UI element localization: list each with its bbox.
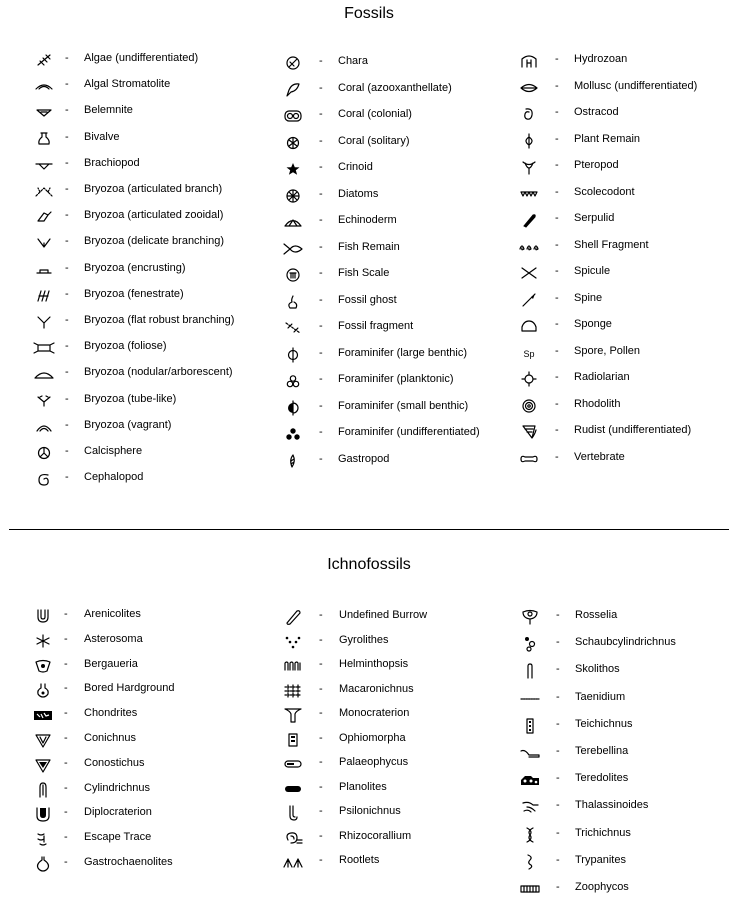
legend-label: Coral (azooxanthellate) xyxy=(338,81,452,94)
legend-label: Ostracod xyxy=(574,106,619,118)
legend-label: Rudist (undifferentiated) xyxy=(574,424,692,436)
separator-dash: - xyxy=(64,831,68,844)
cylindrichnus-icon xyxy=(31,780,55,800)
legend-label: Crinoid xyxy=(338,161,373,173)
foraminifer-small-benthic-icon xyxy=(281,398,305,418)
separator-dash: - xyxy=(65,340,69,353)
scolecodont-icon xyxy=(517,184,541,204)
separator-dash: - xyxy=(65,261,69,274)
legend-label: Spore, Pollen xyxy=(574,344,641,357)
separator-dash: - xyxy=(319,55,323,67)
separator-dash: - xyxy=(65,392,69,405)
separator-dash: - xyxy=(319,187,323,200)
trypanites-icon xyxy=(518,852,542,872)
gastrochaenolites-icon xyxy=(31,854,55,874)
separator-dash: - xyxy=(65,445,69,457)
ostracod-icon xyxy=(517,104,541,124)
legend-label: Gastropod xyxy=(338,452,390,465)
separator-dash: - xyxy=(64,856,68,868)
legend-label: Undefined Burrow xyxy=(339,609,428,621)
section-divider xyxy=(9,529,729,530)
separator-dash: - xyxy=(319,81,323,94)
legend-label: Rootlets xyxy=(339,854,380,866)
legend-label: Foraminifer (undifferentiated) xyxy=(338,426,480,438)
separator-dash: - xyxy=(319,854,323,866)
legend-label: Fish Scale xyxy=(338,267,390,279)
rhodolith-icon xyxy=(517,396,541,416)
shell-fragment-icon xyxy=(517,237,541,257)
legend-label: Vertebrate xyxy=(574,450,625,463)
separator-dash: - xyxy=(319,240,323,253)
separator-dash: - xyxy=(555,185,559,198)
separator-dash: - xyxy=(555,79,559,92)
legend-label: Sponge xyxy=(574,318,612,330)
diplocraterion-icon xyxy=(31,804,55,824)
separator-dash: - xyxy=(319,214,323,226)
coral-azooxanthellate-icon xyxy=(281,80,305,100)
legend-label: Scolecodont xyxy=(574,185,635,198)
rudist-icon xyxy=(517,422,541,442)
fossil-ghost-icon xyxy=(281,292,305,312)
conostichus-icon xyxy=(31,755,55,775)
legend-label: Fish Remain xyxy=(338,240,400,253)
separator-dash: - xyxy=(319,805,323,817)
legend-label: Bryozoa (flat robust branching) xyxy=(84,314,235,326)
separator-dash: - xyxy=(65,471,69,484)
hydrozoan-icon xyxy=(517,51,541,71)
legend-label: Bryozoa (encrusting) xyxy=(84,261,186,274)
separator-dash: - xyxy=(65,183,69,195)
separator-dash: - xyxy=(556,826,560,839)
separator-dash: - xyxy=(65,366,69,379)
pteropod-icon xyxy=(517,157,541,177)
separator-dash: - xyxy=(556,881,560,893)
serpulid-icon xyxy=(517,210,541,230)
separator-dash: - xyxy=(64,732,68,744)
psilonichnus-icon xyxy=(281,803,305,823)
separator-dash: - xyxy=(319,707,323,719)
legend-label: Plant Remain xyxy=(574,132,641,145)
legend-label: Teredolites xyxy=(575,772,629,785)
spine-icon xyxy=(517,290,541,310)
legend-label: Spicule xyxy=(574,265,611,277)
planolites-icon xyxy=(281,779,305,799)
separator-dash: - xyxy=(319,134,323,147)
separator-dash: - xyxy=(556,799,560,812)
echinoderm-icon xyxy=(281,212,305,232)
legend-label: Brachiopod xyxy=(84,156,140,169)
legend-label: Asterosoma xyxy=(84,632,143,645)
chondrites-icon xyxy=(31,705,55,725)
legend-label: Rosselia xyxy=(575,609,618,621)
legend-label: Fossil fragment xyxy=(338,320,414,332)
radiolarian-icon xyxy=(517,369,541,389)
bryozoa-fenestrate-icon xyxy=(32,286,56,306)
algal-stromatolite-icon xyxy=(32,76,56,96)
terebellina-icon xyxy=(518,743,542,763)
separator-dash: - xyxy=(555,397,559,410)
separator-dash: - xyxy=(319,320,323,332)
schaubcylindrichnus-icon xyxy=(518,634,542,654)
separator-dash: - xyxy=(64,682,68,695)
legend-label: Bored Hardground xyxy=(84,682,175,695)
separator-dash: - xyxy=(319,346,323,359)
legend-label: Pteropod xyxy=(574,159,619,171)
separator-dash: - xyxy=(556,772,560,785)
separator-dash: - xyxy=(555,53,559,65)
skolithos-icon xyxy=(518,661,542,681)
legend-label: Chara xyxy=(338,55,368,67)
separator-dash: - xyxy=(555,132,559,145)
separator-dash: - xyxy=(319,161,323,173)
legend-label: Planolites xyxy=(339,780,387,793)
bryozoa-nodular-icon xyxy=(32,364,56,384)
legend-label: Trypanites xyxy=(575,853,626,866)
legend-label: Hydrozoan xyxy=(574,53,628,65)
legend-label: Arenicolites xyxy=(84,608,141,620)
palaeophycus-icon xyxy=(281,754,305,774)
separator-dash: - xyxy=(319,731,323,744)
teredolites-icon xyxy=(518,770,542,790)
asterosoma-icon xyxy=(31,631,55,651)
separator-dash: - xyxy=(65,104,69,117)
cephalopod-icon xyxy=(32,469,56,489)
plant-remain-icon xyxy=(517,131,541,151)
separator-dash: - xyxy=(65,235,69,248)
belemnite-icon xyxy=(32,102,56,122)
legend-label: Palaeophycus xyxy=(339,756,409,768)
legend-label: Terebellina xyxy=(575,745,629,757)
arenicolites-icon xyxy=(31,606,55,626)
separator-dash: - xyxy=(319,293,323,306)
legend-label: Trichichnus xyxy=(575,826,631,839)
calcisphere-icon xyxy=(32,443,56,463)
legend-label: Chondrites xyxy=(84,707,138,720)
separator-dash: - xyxy=(319,267,323,279)
separator-dash: - xyxy=(555,291,559,304)
separator-dash: - xyxy=(65,418,69,431)
separator-dash: - xyxy=(555,159,559,171)
legend-label: Bryozoa (articulated branch) xyxy=(84,183,223,195)
legend-label: Taenidium xyxy=(575,690,626,703)
legend-label: Rhizocorallium xyxy=(339,829,412,842)
bryozoa-foliose-icon xyxy=(32,338,56,358)
legend-label: Coral (colonial) xyxy=(338,108,412,120)
monocraterion-icon xyxy=(281,705,305,725)
legend-label: Calcisphere xyxy=(84,445,143,457)
legend-label: Bryozoa (tube-like) xyxy=(84,392,177,405)
conichnus-icon xyxy=(31,730,55,750)
legend-label: Cylindrichnus xyxy=(84,781,151,794)
separator-dash: - xyxy=(64,632,68,645)
separator-dash: - xyxy=(319,373,323,385)
fish-scale-icon xyxy=(281,265,305,285)
legend-label: Teichichnus xyxy=(575,717,633,730)
separator-dash: - xyxy=(64,657,68,670)
bryozoa-articulated-branch-icon xyxy=(32,181,56,201)
legend-label: Bryozoa (foliose) xyxy=(84,340,167,353)
undefined-burrow-icon xyxy=(281,607,305,627)
separator-dash: - xyxy=(319,633,323,646)
ophiomorpha-icon xyxy=(281,730,305,750)
rootlets-icon xyxy=(281,852,305,872)
legend-label: Bryozoa (articulated zooidal) xyxy=(84,209,224,222)
separator-dash: - xyxy=(555,212,559,224)
separator-dash: - xyxy=(319,658,323,670)
chara-icon xyxy=(281,53,305,73)
bryozoa-tube-like-icon xyxy=(32,391,56,411)
legend-label: Belemnite xyxy=(84,104,133,117)
bored-hardground-icon xyxy=(31,680,55,700)
legend-label: Escape Trace xyxy=(84,831,152,844)
legend-label: Bryozoa (vagrant) xyxy=(84,418,172,431)
bergaueria-icon xyxy=(31,656,55,676)
separator-dash: - xyxy=(65,130,69,143)
legend-label: Zoophycos xyxy=(575,881,629,893)
spore-pollen-icon xyxy=(517,343,541,363)
ichnofossils-title: Ichnofossils xyxy=(327,556,411,573)
rosselia-icon xyxy=(518,607,542,627)
separator-dash: - xyxy=(64,608,68,620)
gyrolithes-icon xyxy=(281,632,305,652)
legend-label: Bryozoa (nodular/arborescent) xyxy=(84,366,233,379)
legend-label: Bryozoa (fenestrate) xyxy=(84,287,184,300)
separator-dash: - xyxy=(319,399,323,412)
separator-dash: - xyxy=(556,663,560,676)
crinoid-icon xyxy=(281,159,305,179)
separator-dash: - xyxy=(65,156,69,169)
coral-solitary-icon xyxy=(281,133,305,153)
separator-dash: - xyxy=(556,717,560,730)
legend-label: Psilonichnus xyxy=(339,805,401,817)
separator-dash: - xyxy=(319,780,323,793)
legend-label: Bivalve xyxy=(84,130,120,143)
separator-dash: - xyxy=(555,265,559,277)
separator-dash: - xyxy=(555,238,559,251)
svg-text:Sp: Sp xyxy=(523,348,535,359)
legend-label: Skolithos xyxy=(575,663,620,676)
separator-dash: - xyxy=(65,78,69,91)
vertebrate-icon xyxy=(517,449,541,469)
legend-label: Radiolarian xyxy=(574,371,630,383)
separator-dash: - xyxy=(65,52,69,64)
legend-label: Monocraterion xyxy=(339,707,410,719)
rhizocorallium-icon xyxy=(281,828,305,848)
separator-dash: - xyxy=(556,636,560,649)
legend-label: Gastrochaenolites xyxy=(84,856,173,868)
legend-label: Mollusc (undifferentiated) xyxy=(574,79,698,92)
legend-label: Diatoms xyxy=(338,187,379,200)
separator-dash: - xyxy=(319,829,323,842)
bryozoa-encrusting-icon xyxy=(32,260,56,280)
helminthopsis-icon xyxy=(281,656,305,676)
foraminifer-planktonic-icon xyxy=(281,371,305,391)
mollusc-icon xyxy=(517,78,541,98)
bivalve-icon xyxy=(32,129,56,149)
legend-label: Fossil ghost xyxy=(338,293,397,306)
legend-label: Bryozoa (delicate branching) xyxy=(84,235,225,248)
fish-remain-icon xyxy=(281,239,305,259)
legend-label: Bergaueria xyxy=(84,657,138,670)
bryozoa-vagrant-icon xyxy=(32,417,56,437)
separator-dash: - xyxy=(319,756,323,768)
separator-dash: - xyxy=(556,853,560,866)
separator-dash: - xyxy=(319,452,323,465)
separator-dash: - xyxy=(556,745,560,757)
separator-dash: - xyxy=(64,806,68,819)
coral-colonial-icon xyxy=(281,106,305,126)
separator-dash: - xyxy=(64,707,68,720)
separator-dash: - xyxy=(555,344,559,357)
escape-trace-icon xyxy=(31,829,55,849)
separator-dash: - xyxy=(555,318,559,330)
taenidium-icon xyxy=(518,689,542,709)
separator-dash: - xyxy=(319,108,323,120)
legend-label: Foraminifer (planktonic) xyxy=(338,373,454,385)
legend-label: Foraminifer (small benthic) xyxy=(338,399,469,412)
legend-label: Shell Fragment xyxy=(574,238,649,251)
legend-label: Schaubcylindrichnus xyxy=(575,636,676,649)
algae-icon xyxy=(32,50,56,70)
zoophycos-icon xyxy=(518,879,542,899)
legend-label: Serpulid xyxy=(574,212,615,224)
separator-dash: - xyxy=(319,682,323,695)
separator-dash: - xyxy=(555,371,559,383)
sponge-icon xyxy=(517,316,541,336)
legend-label: Conostichus xyxy=(84,756,145,769)
separator-dash: - xyxy=(556,609,560,621)
legend-label: Foraminifer (large benthic) xyxy=(338,346,467,359)
separator-dash: - xyxy=(64,756,68,769)
gastropod-icon xyxy=(281,451,305,471)
legend-label: Algae (undifferentiated) xyxy=(84,52,199,64)
foraminifer-undifferentiated-icon xyxy=(281,424,305,444)
legend-label: Diplocraterion xyxy=(84,806,152,819)
separator-dash: - xyxy=(65,314,69,326)
legend-label: Spine xyxy=(574,291,603,304)
fossil-fragment-icon xyxy=(281,318,305,338)
foraminifer-large-benthic-icon xyxy=(281,345,305,365)
legend-label: Macaronichnus xyxy=(339,682,414,695)
legend-label: Coral (solitary) xyxy=(338,134,410,147)
teichichnus-icon xyxy=(518,716,542,736)
legend-label: Echinoderm xyxy=(338,214,397,226)
brachiopod-icon xyxy=(32,155,56,175)
separator-dash: - xyxy=(555,424,559,436)
bryozoa-articulated-zooidal-icon xyxy=(32,207,56,227)
legend-label: Thalassinoides xyxy=(575,799,649,812)
macaronichnus-icon xyxy=(281,681,305,701)
separator-dash: - xyxy=(555,450,559,463)
bryozoa-delicate-branching-icon xyxy=(32,233,56,253)
legend-label: Helminthopsis xyxy=(339,658,409,670)
separator-dash: - xyxy=(556,690,560,703)
legend-label: Cephalopod xyxy=(84,471,144,484)
separator-dash: - xyxy=(65,287,69,300)
separator-dash: - xyxy=(319,426,323,438)
legend-label: Conichnus xyxy=(84,732,136,744)
diatoms-icon xyxy=(281,186,305,206)
separator-dash: - xyxy=(555,106,559,118)
separator-dash: - xyxy=(65,209,69,222)
spicule-icon xyxy=(517,263,541,283)
trichichnus-icon xyxy=(518,825,542,845)
bryozoa-flat-robust-branching-icon xyxy=(32,312,56,332)
separator-dash: - xyxy=(64,781,68,794)
legend-label: Rhodolith xyxy=(574,397,621,410)
legend-label: Gyrolithes xyxy=(339,633,389,646)
thalassinoides-icon xyxy=(518,797,542,817)
legend-label: Ophiomorpha xyxy=(339,731,406,744)
fossils-title: Fossils xyxy=(344,5,394,22)
legend-label: Algal Stromatolite xyxy=(84,78,171,91)
separator-dash: - xyxy=(319,609,323,621)
